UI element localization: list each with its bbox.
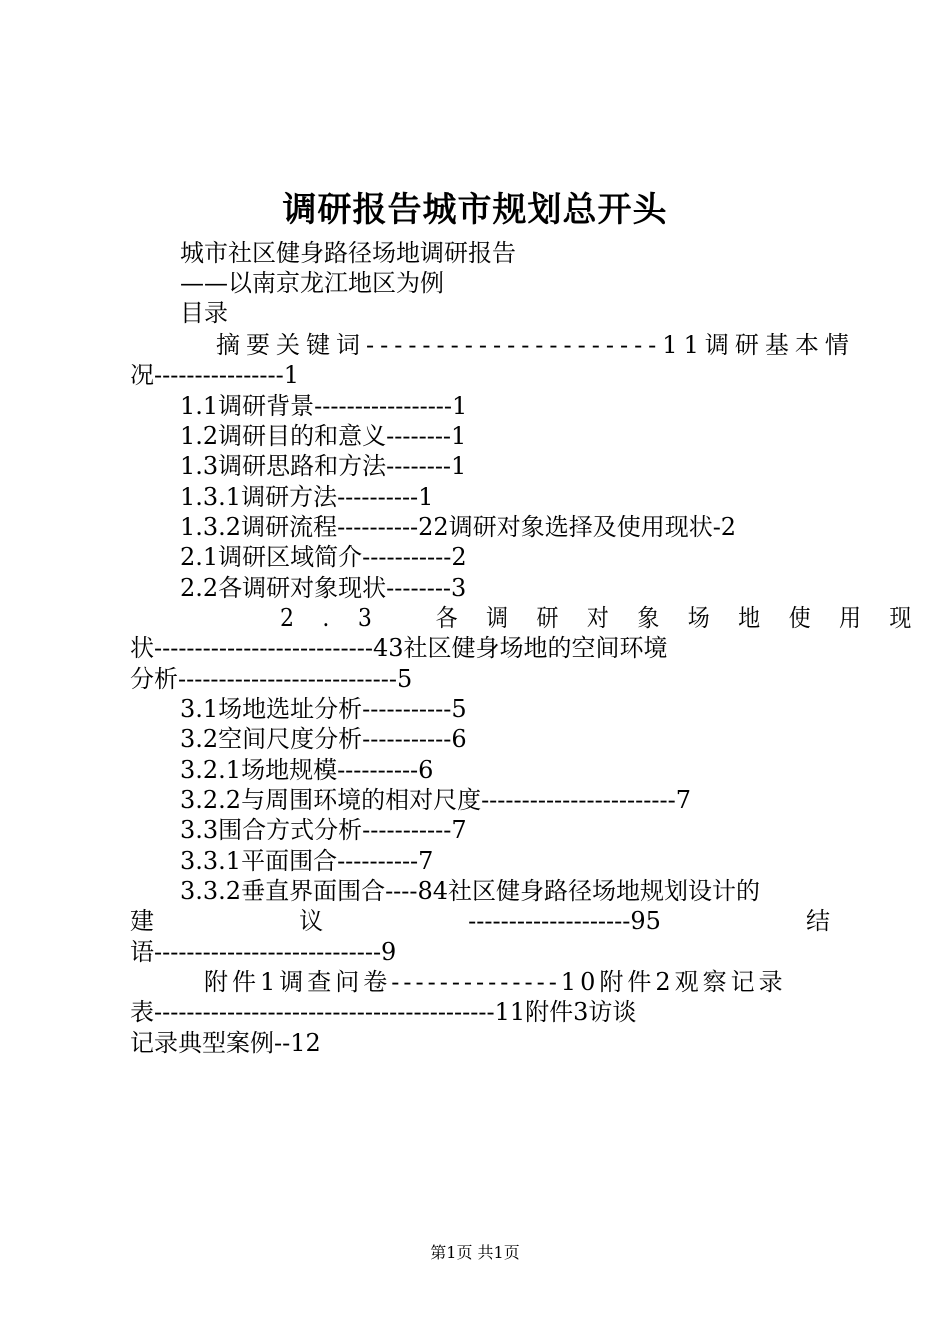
toc-entry: 2.3 各调研对象场地使用现 xyxy=(280,604,940,632)
toc-entry: 3.3.1平面围合----------7 xyxy=(180,847,434,875)
toc-entry: 1.3.2调研流程----------22调研对象选择及使用现状-2 xyxy=(180,513,737,541)
toc-entry: 记录典型案例--12 xyxy=(130,1029,321,1057)
toc-entry: 1.2调研目的和意义--------1 xyxy=(180,422,467,450)
toc-entry: 语----------------------------9 xyxy=(130,938,397,966)
document-title: 调研报告城市规划总开头 xyxy=(282,190,668,230)
toc-heading: 目录 xyxy=(180,299,228,327)
toc-entry: 附件1调查问卷--------------10附件2观察记录 xyxy=(204,968,787,996)
report-title: 城市社区健身路径场地调研报告 xyxy=(180,239,516,267)
toc-entry xyxy=(130,906,830,936)
toc-entry: 1.3.1调研方法----------1 xyxy=(180,483,434,511)
toc-entry: 表------------------------------------------11附件3访谈 xyxy=(130,998,637,1026)
toc-entry: 分析---------------------------5 xyxy=(130,665,413,693)
toc-entry: 1.3调研思路和方法--------1 xyxy=(180,452,467,480)
toc-entry: 3.3围合方式分析-----------7 xyxy=(180,816,467,844)
toc-entry: 2.2各调研对象现状--------3 xyxy=(180,574,467,602)
toc-entry: 1.1调研背景-----------------1 xyxy=(180,392,468,420)
toc-entry: 3.3.2垂直界面围合----84社区健身路径场地规划设计的 xyxy=(180,877,761,905)
toc-entry: 状---------------------------43社区健身场地的空间环境 xyxy=(130,634,668,662)
page-footer: 第1页 共1页 xyxy=(430,1243,520,1262)
toc-entry: 3.1场地选址分析-----------5 xyxy=(180,695,467,723)
toc-entry-text: 建议--------------------95结 xyxy=(130,907,830,935)
toc-entry: 况----------------1 xyxy=(130,361,300,389)
toc-entry: 2.1调研区域简介-----------2 xyxy=(180,543,467,571)
toc-entry: 3.2空间尺度分析-----------6 xyxy=(180,725,467,753)
toc-entry: 3.2.2与周围环境的相对尺度------------------------7 xyxy=(180,786,691,814)
report-subtitle: ——以南京龙江地区为例 xyxy=(180,269,444,297)
toc-entry: 摘要关键词---------------------11调研基本情 xyxy=(216,331,855,359)
toc-entry: 3.2.1场地规模----------6 xyxy=(180,756,434,784)
